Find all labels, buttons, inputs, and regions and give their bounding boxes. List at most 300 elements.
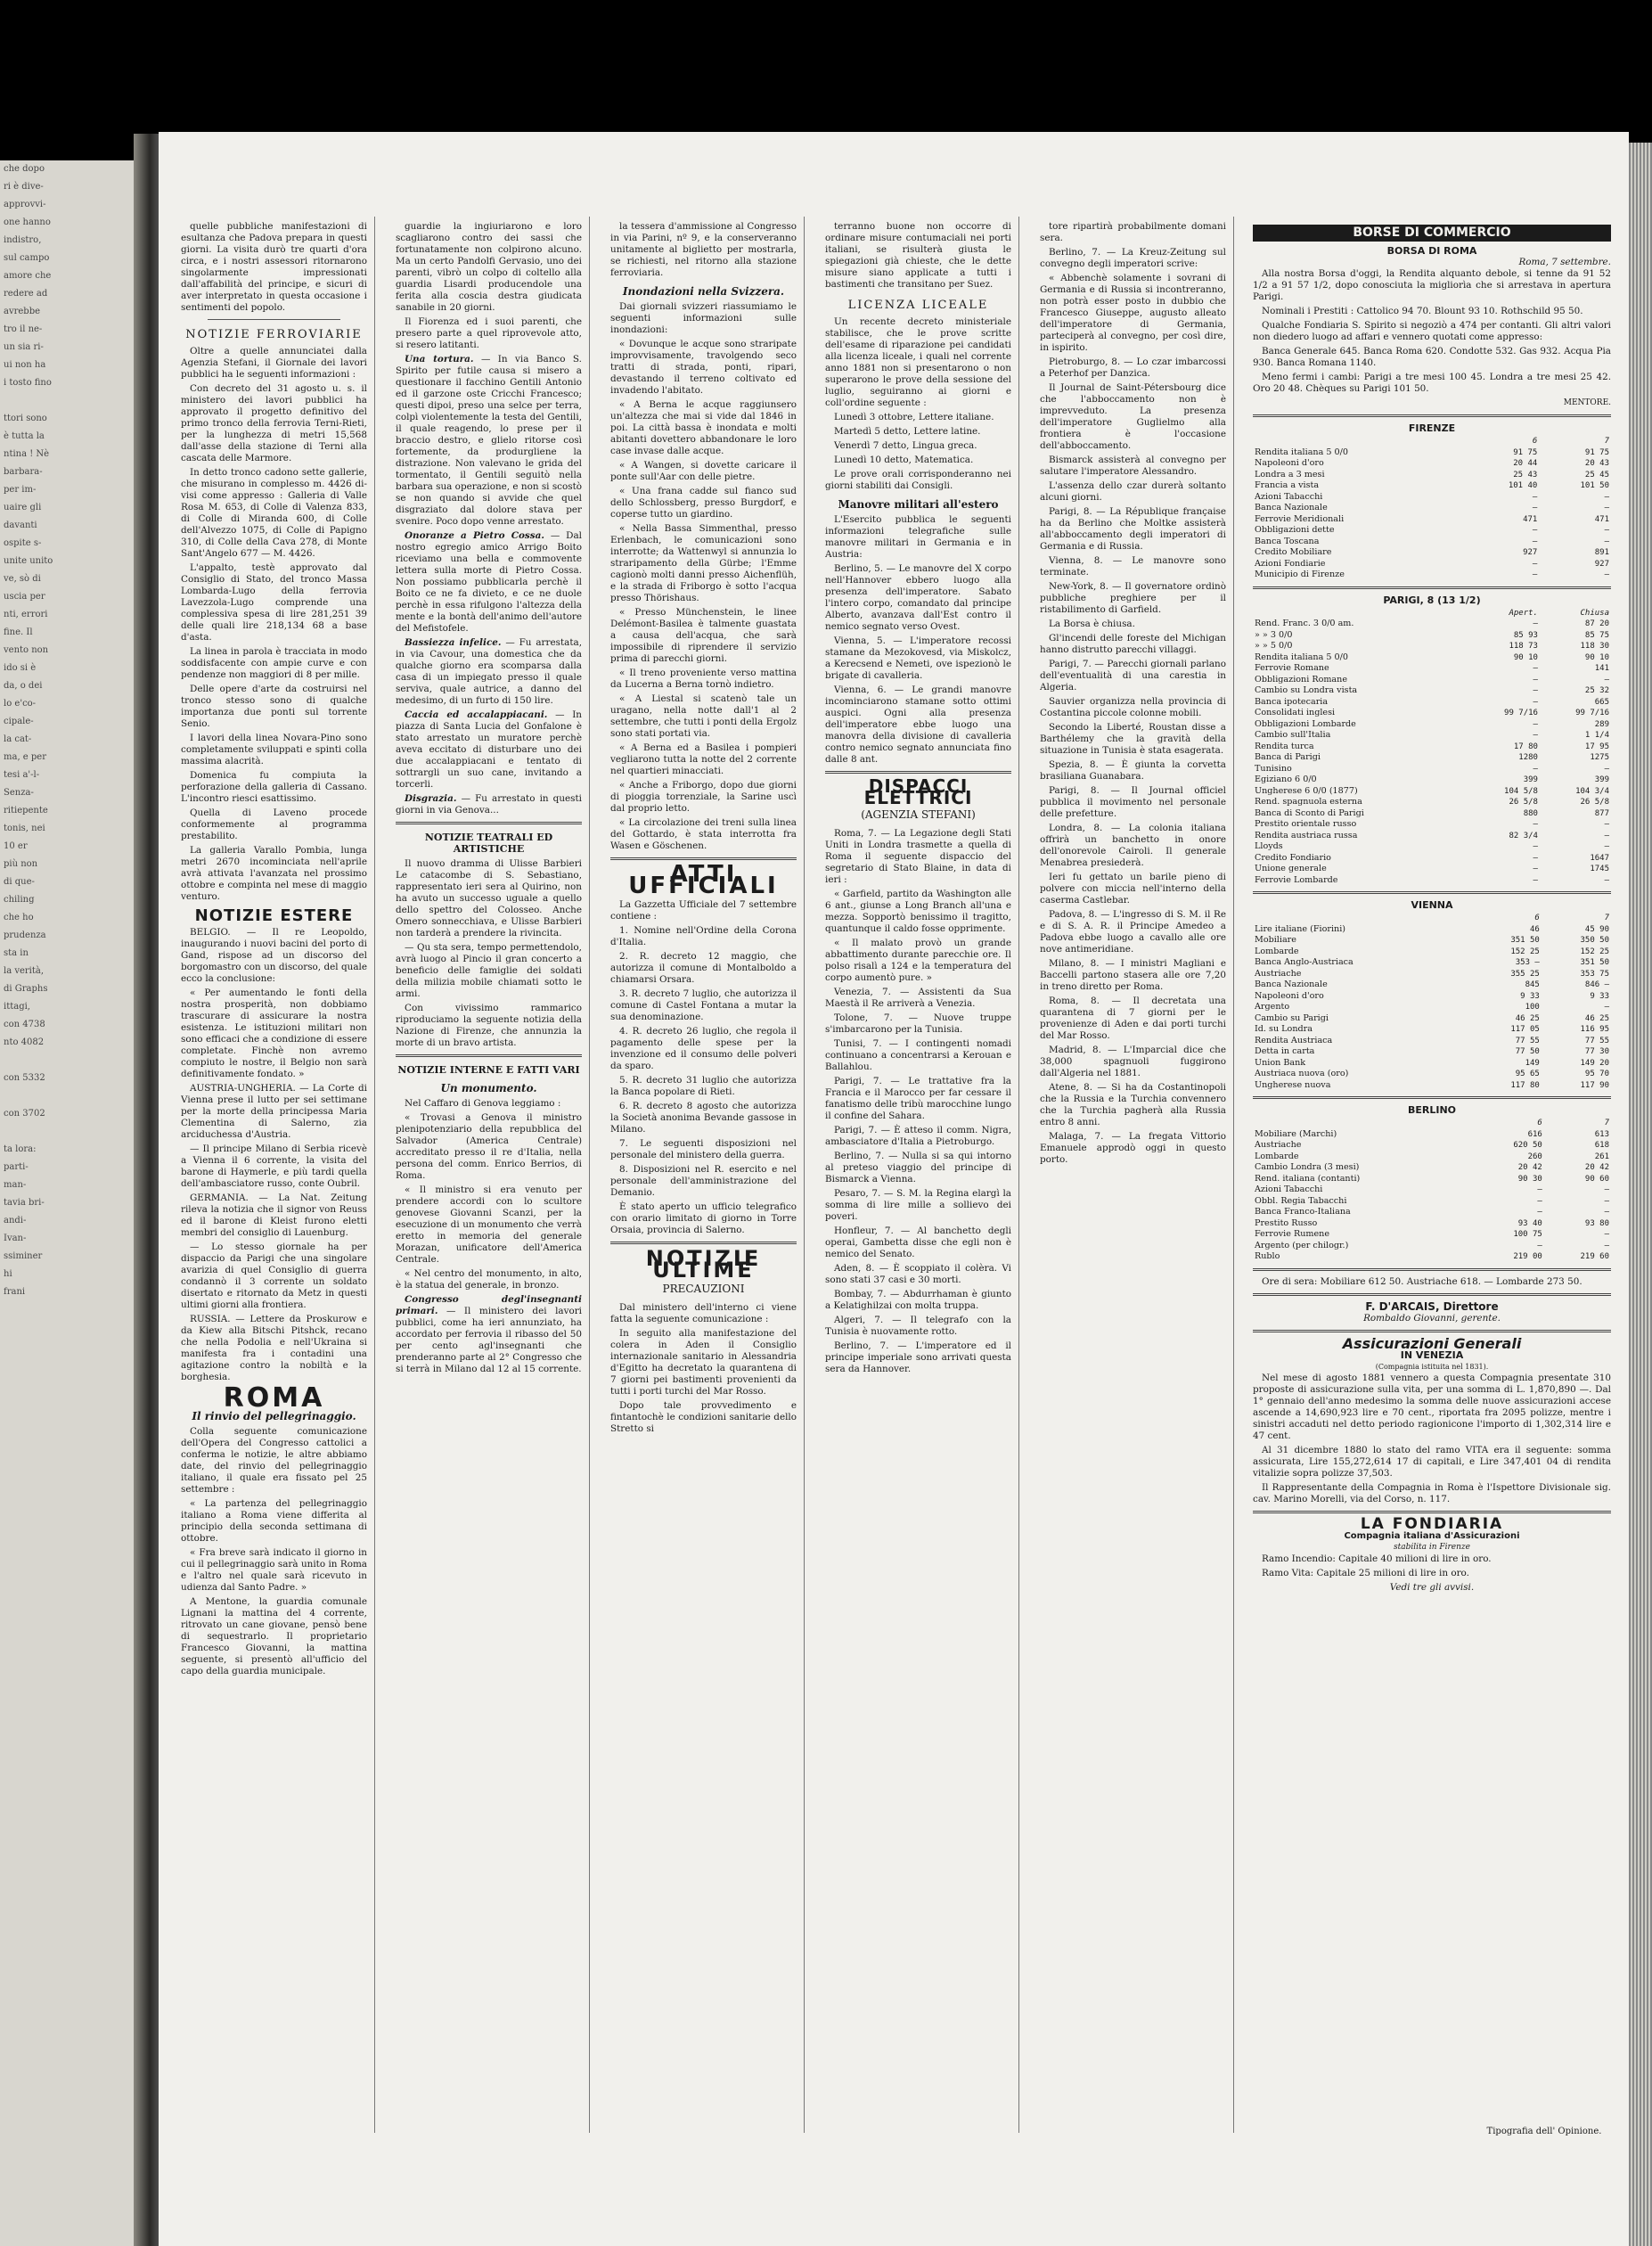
security-name: Cambio su Londra vista [1255, 685, 1358, 695]
security-name: Obbligazioni Lombarde [1255, 718, 1356, 729]
article-title: Bassiezza infelice. [405, 637, 502, 648]
paragraph: « Una frana cadde sul fianco sud dello Schlossberg, presso Burgdorf, e coperse tutto un giardino. [610, 486, 797, 520]
quote-value: 399 [1594, 775, 1609, 784]
report-text: Banca Generale 645. Banca Roma 620. Condotte 532. Gas 932. Acqua Pia 930. Banca Romana 1140. [1253, 346, 1611, 368]
roma-body [181, 1426, 367, 1677]
paragraph: Madrid, 8. — L'Imparcial dice che 38,000 spagnuoli fuggirono dall'Algeria nel 1881. [1040, 1045, 1226, 1078]
quote-value: 25 32 [1584, 686, 1609, 695]
previous-page-line: un sia ri- [4, 342, 44, 352]
divider [1253, 414, 1611, 417]
paragraph: BELGIO. — Il re Leopoldo, inaugurando i nuovi bacini del porto di Gand, rispose ad un discorso del borgomastro con un discorso, del quale ecco la conclusione: [181, 927, 367, 984]
paragraph: guardie la ingiuriarono e loro scagliarono contro dei sassi che fortunatamente non colpirono alcuno. Ma un certo Pandolfi Gervasio, uno dei parenti, vibrò un colpo di coltello alla guardia Lisardi producendole una ferita alla coscia destra giudicata sanabile in 20 giorni. [396, 221, 582, 313]
quote-value: 20 44 [1513, 459, 1538, 468]
quote-value: — [1604, 764, 1609, 774]
paragraph: Il Journal de Saint-Pétersbourg dice che l'abboccamento non è imprevveduto. La presenza dell'imperatore Guglielmo alla frontiera è l'occasione dell'abboccamento. [1040, 382, 1226, 451]
paragraph: « La partenza del pellegrinaggio italiano a Roma viene differita al principio della seconda settimana di ottobre. [181, 1498, 367, 1544]
previous-page-line: che ho [4, 913, 34, 922]
quote-value: 618 [1594, 1141, 1609, 1150]
security-name: Obbl. Regia Tabacchi [1255, 1195, 1347, 1206]
security-name: » » 3 0/0 [1255, 629, 1293, 640]
security-name: Lombarde [1255, 946, 1299, 956]
previous-page-line: per im- [4, 485, 37, 495]
table-row [1253, 1024, 1611, 1036]
security-name: Credito Fondiario [1255, 852, 1331, 863]
previous-page-line: andi- [4, 1216, 27, 1225]
table-row [1253, 458, 1611, 470]
previous-page-line: one hanno [4, 217, 51, 227]
ad-title: LA FONDIARIA [1360, 1514, 1504, 1533]
paragraph: 4. R. decreto 26 luglio, che regola il pagamento delle spese per la invenzione ed il consumo delle polveri da sparo. [610, 1026, 797, 1071]
security-name: Ferrovie Romane [1255, 663, 1329, 673]
previous-page-line: i tosto fino [4, 378, 52, 388]
paragraph: terranno buone non occorre di ordinare misure contumaciali nei porti italiani, se risulterà giusta le spiegazioni già chieste, che le dette misure siano applicate a tutti i bastimenti che transitano per Suez. [825, 221, 1011, 290]
security-name: Argento [1255, 1002, 1290, 1012]
quote-value: — [1604, 1196, 1609, 1206]
security-name: Ungherese 6 0/0 (1877) [1255, 785, 1358, 796]
table-row [1253, 708, 1611, 719]
table-row [1253, 1058, 1611, 1070]
quote-value: 101 40 [1508, 481, 1538, 490]
paragraph: La galleria Varallo Pombia, lunga metri 2670 incominciata nell'aprile avrà attivata l'avanzata nel prossimo ottobre e compinta nel mese di maggio venturo. [181, 845, 367, 902]
quote-value: 82 3/4 [1509, 831, 1538, 840]
ad-subtitle: stabilita in Firenze [1394, 1542, 1470, 1552]
previous-page-line: con 4738 [4, 1020, 45, 1029]
previous-page-line: cipale- [4, 717, 34, 726]
previous-page-line: la verità, [4, 966, 45, 976]
quote-value: — [1533, 675, 1538, 684]
table-row [1253, 980, 1611, 991]
previous-page-line: man- [4, 1180, 27, 1190]
table-row [1253, 991, 1611, 1003]
quote-value: — [1533, 853, 1538, 863]
security-name: Banca Toscana [1255, 536, 1320, 546]
security-name: Azioni Tabacchi [1255, 1184, 1323, 1194]
security-name: Cambio Londra (3 mesi) [1255, 1162, 1360, 1172]
previous-page-line: redere ad [4, 289, 48, 299]
quote-value: 880 [1523, 808, 1538, 818]
quote-value: — [1533, 719, 1538, 729]
column-rule [589, 217, 590, 2133]
paragraph: « Dovunque le acque sono straripate improvvisamente, travolgendo seco tratti di strada, ponti, ripari, devastando il terreno coltivato ed invadendo l'abitato. [610, 339, 797, 396]
quote-value: — [1533, 731, 1538, 740]
report-text: Qualche Fondiaria S. Spirito si negoziò a 474 per contanti. Gli altri valori non diedero luogo ad affari e vennero quotati come appresso: [1253, 320, 1611, 342]
quote-value: 90 10 [1513, 652, 1538, 662]
table-row [1253, 808, 1611, 820]
paragraph: In seguito alla manifestazione del colera in Aden il Consiglio internazionale sanitario in Alessandria d'Egitto ha decretato la quarantena di 7 giorni pei bastimenti provenienti da tutti i porti turchi del Mar Rosso. [610, 1328, 797, 1397]
security-name: Lire italiane (Fiorini) [1255, 923, 1346, 934]
article-title: Onoranze a Pietro Cossa. [405, 530, 544, 541]
paragraph: Sauvier organizza nella provincia di Costantina piccole colonne mobili. [1040, 696, 1226, 718]
paragraph: Londra, 8. — La colonia italiana offrirà un banchetto in onore dell'onorevole Cairoli. Il generale Menabrea presiederà. [1040, 823, 1226, 868]
paragraph: Ramo Vita: Capitale 25 milioni di lire in oro. [1262, 1567, 1469, 1578]
security-name: Rendita austriaca russa [1255, 830, 1358, 840]
quote-value: 95 70 [1584, 1070, 1609, 1078]
previous-page-line: sul campo [4, 253, 50, 263]
section-heading-atti: ATTI UFFICIALI [628, 861, 779, 899]
security-name: Lombarde [1255, 1151, 1299, 1161]
quote-value: 141 [1594, 664, 1609, 673]
market-table [1253, 608, 1611, 887]
previous-page-line: è tutta la [4, 431, 45, 441]
security-name: Banca ipotecaria [1255, 696, 1329, 707]
paragraph: Parigi, 7. — Parecchi giornali parlano dell'eventualità di una carestia in Algeria. [1040, 659, 1226, 693]
paragraph: « A Liestal si scatenò tale un uragano, nella notte dall'1 al 2 settembre, che tutti i ponti della Ergolz sono stati portati via. [610, 693, 797, 739]
paragraph: « Trovasi a Genova il ministro plenipotenziario della repubblica del Salvador (America Centrale) accreditato presso il re d'Italia, nella persona del comm. Enrico Berrios, di Roma. [396, 1112, 582, 1181]
table-header [1253, 436, 1611, 447]
divider [610, 1242, 797, 1244]
market-table [1253, 436, 1611, 581]
quote-value: — [1532, 526, 1538, 535]
divider [1253, 1330, 1611, 1332]
table-row [1253, 935, 1611, 947]
suez-body [825, 221, 1011, 291]
quote-value: 353 75 [1580, 969, 1609, 979]
security-name: Francia a vista [1255, 480, 1320, 490]
previous-page-fragment [0, 160, 134, 2246]
table-row [1253, 1251, 1611, 1263]
column-header: Apert. [1509, 608, 1538, 618]
security-name: Rend. italiana (contanti) [1255, 1173, 1361, 1184]
paragraph: Aden, 8. — È scoppiato il colèra. Vi sono stati 37 casi e 30 morti. [825, 1263, 1011, 1285]
table-row [1253, 1002, 1611, 1013]
security-name: Prestito orientale russo [1255, 819, 1357, 829]
section-heading-roma: ROMA [223, 1382, 325, 1414]
manovre-body [825, 514, 1011, 766]
table-row [1253, 492, 1611, 504]
quote-value: — [1604, 526, 1609, 535]
quote-value: 100 [1525, 1003, 1540, 1012]
quote-value: 87 20 [1584, 619, 1609, 628]
table-row [1253, 831, 1611, 842]
quote-value: 1280 [1518, 753, 1538, 762]
column-header: Chiusa [1580, 608, 1609, 618]
paragraph: tore ripartirà probabilmente domani sera. [1040, 221, 1226, 243]
table-row [1253, 1162, 1611, 1174]
previous-page-line: ttori sono [4, 414, 47, 423]
quote-value: 927 [1594, 559, 1609, 569]
column-header: 6 [1534, 914, 1540, 922]
quote-value: — [1537, 1241, 1542, 1250]
table-row [1253, 1152, 1611, 1163]
quote-value: — [1533, 686, 1538, 695]
quote-value: — [1604, 1230, 1609, 1239]
paragraph: AUSTRIA-UNGHERIA. — La Corte di Vienna prese il lutto per sei settimane per la morte della principessa Maria Clementina di Salerno, zia arciduchessa d'Austria. [181, 1083, 367, 1140]
quote-value: 93 40 [1517, 1218, 1542, 1228]
paragraph: « Nel centro del monumento, in alto, è la statua del generale, in bronzo. [396, 1268, 582, 1291]
telegrammi-body [1040, 221, 1226, 1166]
paragraph: « Nella Bassa Simmenthal, presso Erlenbach, le comunicazioni sono interrotte; da Wattenwyl si annunzia lo straripamento della Gürbe; l'Emme cagionò molti danni presso Aichenflüh, e la strada di Friborgo è sotto l'acqua presso Thörishaus. [610, 523, 797, 603]
security-name: Argento (per chilogr.) [1255, 1240, 1349, 1250]
quote-value: 118 73 [1509, 642, 1538, 651]
paragraph: — Qu sta sera, tempo permettendolo, avrà luogo al Pincio il gran concerto a beneficio delle famiglie dei soldati della milizia mobile chiamati sotto le armi. [396, 942, 582, 999]
table-row [1253, 819, 1611, 831]
security-name: Banca di Sconto di Parigi [1255, 807, 1364, 818]
paragraph: Berlino, 7. — La Kreuz-Zeitung sul convegno degli imperatori scrive: [1040, 247, 1226, 269]
paragraph: È stato aperto un ufficio telegrafico con orario limitato di giorno in Torre Orsaia, provincia di Salerno. [610, 1201, 797, 1235]
paragraph: Parigi, 8. — Il Journal officiel pubblica il movimento nel personale delle prefetture. [1040, 785, 1226, 819]
paragraph: « Anche a Friborgo, dopo due giorni di pioggia torrenziale, la Sarine uscì dal proprio letto. [610, 780, 797, 814]
paragraph: La linea in parola è tracciata in modo soddisfacente con ampie curve e con pendenze non maggiori di 8 per mille. [181, 646, 367, 680]
table-row [1253, 697, 1611, 709]
security-name: Rendita italiana 5 0/0 [1255, 447, 1348, 457]
table-row [1253, 719, 1611, 731]
column-header: 7 [1604, 437, 1609, 446]
table-row [1253, 663, 1611, 675]
security-name: Detta in carta [1255, 1046, 1315, 1056]
security-name: Rend. Franc. 3 0/0 am. [1255, 619, 1354, 628]
quote-value: — [1533, 820, 1538, 829]
newspaper-page [159, 132, 1629, 2246]
quote-value: 85 93 [1513, 630, 1538, 640]
quote-value: 117 90 [1580, 1080, 1609, 1090]
paragraph: Honfleur, 7. — Al banchetto degli operai, Gambetta disse che egli non è nemico del Senato. [825, 1225, 1011, 1259]
table-row [1253, 1174, 1611, 1185]
security-name: Austriache [1255, 1140, 1302, 1150]
market-parigi [1253, 594, 1611, 895]
section-heading-licenza: LICENZA LICEALE [847, 299, 989, 312]
divider [1253, 1268, 1611, 1271]
evening-quotes: Ore di sera: Mobiliare 612 50. Austriache 618. — Lombarde 273 50. [1262, 1275, 1582, 1287]
divider [1253, 1096, 1611, 1099]
quote-value: 350 50 [1580, 936, 1609, 945]
paragraph: Dai giornali svizzeri riassumiamo le seguenti informazioni sulle inondazioni: [610, 301, 797, 335]
quote-value: 26 5/8 [1509, 798, 1538, 807]
ultime-body [610, 1302, 797, 1435]
previous-page-line: avrebbe [4, 307, 41, 316]
paragraph: Milano, 8. — I ministri Magliani e Baccelli partono stasera alle ore 7,20 in treno diretto per Roma. [1040, 958, 1226, 992]
security-name: Ungherese nuova [1255, 1079, 1331, 1090]
paragraph: Algeri, 7. — Il telegrafo con la Tunisia è nuovamente rotto. [825, 1315, 1011, 1337]
column-rule [1233, 217, 1234, 2133]
table-row [1253, 470, 1611, 481]
previous-page-line: ntina ! Nè [4, 449, 50, 459]
paragraph: Pietroburgo, 8. — Lo czar imbarcossi a Peterhof per Danzica. [1040, 357, 1226, 379]
quote-value: 91 75 [1513, 447, 1538, 457]
quote-value: 90 10 [1584, 652, 1609, 662]
security-name: Union Bank [1255, 1057, 1306, 1068]
table-row [1253, 1013, 1611, 1025]
quote-value: 846 — [1584, 980, 1609, 989]
previous-page-line: prudenza [4, 930, 46, 940]
paragraph: Martedì 5 detto, Lettere latine. [834, 426, 981, 437]
paragraph: — Il principe Milano di Serbia ricevè a Vienna il 6 corrente, la visita del barone di Haymerle, e più tardi quella dell'ambasciatore russo, conte Oubril. [181, 1143, 367, 1189]
section-heading-varie: NOTIZIE INTERNE E FATTI VARI [397, 1064, 580, 1076]
previous-page-line: la cat- [4, 734, 32, 744]
quote-value: 845 [1525, 980, 1540, 989]
previous-page-text [0, 160, 134, 1301]
ad-subtitle: (Compagnia istituita nel 1831). [1375, 1362, 1489, 1371]
market-title: FIRENZE [1408, 422, 1456, 434]
section-heading-manovre: Manovre militari all'estero [838, 498, 999, 511]
market-berlino [1253, 1104, 1611, 1271]
estere-body [181, 927, 367, 1383]
previous-page-line: con 3702 [4, 1109, 45, 1119]
table-row [1253, 1046, 1611, 1058]
quote-value: — [1604, 1185, 1609, 1194]
quote-value: — [1604, 875, 1609, 885]
column-rule [804, 217, 805, 2133]
paragraph: Berlino, 5. — Le manovre del X corpo nell'Hannover ebbero luogo alla presenza dell'imperatore. Sabato l'intero corpo, comandato dal principe Alberto, avanzava dall'Est contro il nemico segnato verso Ovest. [825, 563, 1011, 632]
previous-page-line: ritiepente [4, 806, 48, 816]
security-name: Ferrovie Meridionali [1255, 513, 1345, 524]
paragraph: « Per aumentando le fonti della nostra prosperità, non dobbiamo trascurare di assicurare la nostra esistenza. Le istituzioni militari non sono efficaci che a condizione di essere completate. Finchè non avremo compiuto le nostre, il Belgio non sarà definitivamente fondato. » [181, 988, 367, 1079]
security-name: Londra a 3 mesi [1255, 469, 1325, 480]
previous-page-line: barbara- [4, 467, 43, 477]
atti-body [610, 899, 797, 1236]
quote-value: — [1532, 537, 1538, 546]
quote-value: 25 45 [1584, 470, 1609, 480]
quote-value: — [1533, 865, 1538, 873]
table-row [1253, 1218, 1611, 1230]
table-row [1253, 947, 1611, 958]
paragraph: Le prove orali corrisponderanno nei giorni stabiliti dai Consigli. [825, 469, 1011, 491]
paragraph: Il Fiorenza ed i suoi parenti, che presero parte a quel riprovevole atto, si resero latitanti. [396, 316, 582, 350]
table-row [1253, 875, 1611, 887]
paragraph: Lunedì 10 detto, Matematica. [834, 455, 974, 465]
quote-value: — [1604, 842, 1609, 851]
book-gutter [134, 134, 160, 2246]
column-rule [374, 217, 375, 2133]
table-row [1253, 525, 1611, 537]
previous-page-line: chiling [4, 895, 35, 905]
quote-value: 877 [1594, 808, 1609, 818]
article-text: In via Banco S. Spirito per futile causa si misero a questionare il facchino Gentili Antonio ed il garzone oste Cricchi Francesco; questi dipoi, preso una selce per terra, colpì violentemente la testa del Gentili, il quale reagendo, lo prese per il braccio destro, e glielo ritorse così fortemente, da produrgliene la distrazione. Non valevano le grida del tormentato, il Gentili seguitò nella barbara sua operazione, e non si scostò se non quando si avvide che quel disgraziato dal dolore stava per svenire. Poco dopo venne arrestato. [396, 354, 582, 527]
security-name: Ferrovie Lombarde [1255, 874, 1338, 885]
table-row [1253, 641, 1611, 652]
paragraph: « Presso Münchenstein, le linee Delémont-Basilea è talmente guastata a causa dell'acqua, che sarà impossibile di riprendere il servizio prima di parecchi giorni. [610, 607, 797, 664]
quote-value: 351 50 [1510, 936, 1540, 945]
table-header [1253, 913, 1611, 924]
paragraph: Al 31 dicembre 1880 lo stato del ramo VITA era il seguente: somma assicurata, Lire 155,272,614 17 di capitali, e Lire 347,401 04 di rendita vitalizie sopra polizze 37,503. [1253, 1444, 1611, 1479]
varie-body [396, 1098, 582, 1291]
section-heading-dispacci: DISPACCI ELETTRICI [863, 775, 973, 808]
security-name: Obbligazioni Romane [1255, 674, 1348, 684]
security-name: Mobiliare (Marchi) [1255, 1128, 1337, 1139]
table-row [1253, 797, 1611, 808]
paragraph: Colla seguente comunicazione dell'Opera del Congresso cattolici a conferma le notizie, le altre abbiamo date, del rinvio del pellegrinaggio italiano, il quale era fissato pel 25 settembre : [181, 1426, 367, 1495]
paragraph: 2. R. decreto 12 maggio, che autorizza il comune di Montalboldo a chiamarsi Orsara. [610, 951, 797, 985]
article-title: Congresso degl'insegnanti primari. [396, 1294, 582, 1316]
table-row [1253, 853, 1611, 865]
previous-page-line: hi [4, 1269, 12, 1279]
table-header [1253, 1118, 1611, 1129]
quote-value: 77 50 [1515, 1047, 1540, 1056]
column-rule [1018, 217, 1019, 2133]
article-text: Fu arrestato in questi giorni in via Genova... [396, 793, 582, 816]
quote-value: 77 55 [1584, 1036, 1609, 1045]
quote-value: 616 [1527, 1129, 1542, 1139]
market-table [1253, 913, 1611, 1091]
quote-value: — [1537, 1185, 1542, 1194]
previous-page-line: tesi a'-l- [4, 770, 40, 780]
column-header: 6 [1537, 1119, 1542, 1127]
table-row [1253, 1196, 1611, 1208]
previous-page-line: vento non [4, 645, 49, 655]
quote-value: 90 60 [1584, 1174, 1609, 1184]
security-name: Mobiliare [1255, 935, 1296, 945]
subheading: (AGENZIA STEFANI) [861, 808, 976, 821]
previous-page-line: di que- [4, 877, 35, 887]
market-firenze [1253, 422, 1611, 589]
paragraph: Quella di Laveno procede conformemente al programma prestabilito. [181, 807, 367, 841]
section-heading-teatrali: NOTIZIE TEATRALI ED ARTISTICHE [424, 832, 553, 855]
column-6-financial [1253, 221, 1611, 2124]
security-name: Austriaca nuova (oro) [1255, 1069, 1349, 1078]
table-row [1253, 619, 1611, 630]
inondazioni-body [610, 301, 797, 852]
security-name: Prestito Russo [1255, 1217, 1318, 1228]
quote-value: 152 25 [1580, 947, 1609, 956]
security-name: Napoleoni d'oro [1255, 990, 1324, 1001]
security-name: Credito Mobiliare [1255, 547, 1332, 557]
quote-value: 260 [1527, 1152, 1542, 1161]
divider [610, 857, 797, 860]
quote-value: 99 7/16 [1575, 709, 1609, 717]
paragraph: La Gazzetta Ufficiale del 7 settembre contiene : [610, 899, 797, 922]
quote-value: 101 50 [1580, 481, 1609, 490]
previous-page-line: Ivan- [4, 1234, 27, 1243]
quote-value: — [1604, 1241, 1609, 1250]
quote-value: 9 33 [1520, 991, 1540, 1001]
security-name: Rublo [1255, 1251, 1280, 1261]
quote-value: — [1532, 559, 1538, 569]
security-name: » » 5 0/0 [1255, 641, 1293, 651]
quote-value: 93 80 [1584, 1218, 1609, 1228]
article-title: Il rinvio del pellegrinaggio. [192, 1410, 356, 1422]
quote-value: — [1533, 697, 1538, 707]
quote-value: 9 33 [1590, 991, 1609, 1001]
article-title: Disgrazia. [405, 793, 457, 804]
licenza-body [825, 316, 1011, 492]
quote-value: 46 25 [1584, 1013, 1609, 1023]
quote-value: — [1532, 492, 1538, 502]
previous-page-line [0, 1052, 134, 1070]
previous-page-line [0, 392, 134, 410]
article-text: Il ministero dei lavori pubblici, come ha ieri annunziato, ha accordato per ferrovia il ribasso del 50 per cento agl'insegnanti che prenderanno parte al 2° Congresso che si terrà in Milano dal 12 al 15 corrente. [396, 1306, 582, 1374]
paragraph: Un recente decreto ministeriale stabilisce, che le prove scritte dell'esame di riparazione pei candidati alla licenza liceale, i quali nel corrente anno 1881 non si presentarono o non superarono le prove della sessione del luglio, seguiranno ai giorni e coll'ordine seguente : [825, 316, 1011, 408]
paragraph: 1. Nomine nell'Ordine della Corona d'Italia. [610, 925, 797, 947]
quote-value: — [1604, 492, 1609, 502]
paragraph: Bombay, 7. — Abdurrhaman è giunto a Kelatighilzai con molta truppa. [825, 1289, 1011, 1311]
market-table [1253, 1118, 1611, 1263]
quote-value: 46 25 [1515, 1013, 1540, 1023]
security-name: Ferrovie Rumene [1255, 1229, 1330, 1239]
quote-value: 117 05 [1510, 1025, 1540, 1034]
paragraph: Dopo tale provvedimento e fintantochè le condizioni sanitarie dello Stretto si [610, 1400, 797, 1434]
paragraph: « Il treno proveniente verso mattina da Lucerna a Berna tornò indietro. [610, 668, 797, 690]
previous-page-line: ta lora: [4, 1144, 37, 1154]
paragraph: Ieri fu gettato un barile pieno di polvere con miccia nell'interno della caserma Castlebar. [1040, 872, 1226, 906]
borse-heading: BORSE DI COMMERCIO [1253, 225, 1611, 242]
paragraph: — Lo stesso giornale ha per dispaccio da Parigi che una singolare avarizia di quel Consiglio di guerra condannò il 3 corrente un soldato disertato e ritornato da Metz in questi ultimi giorni alla frontiera. [181, 1242, 367, 1310]
paragraph: Malaga, 7. — La fregata Vittorio Emanuele approdò oggi in questo porto. [1040, 1131, 1226, 1165]
previous-page-line: di Graphs [4, 984, 48, 994]
paragraph: Il Rappresentante della Compagnia in Roma è l'Ispettore Divisionale sig. cav. Marino Morelli, via del Corso, n. 117. [1253, 1481, 1611, 1504]
quote-value: 17 80 [1513, 742, 1538, 751]
paragraph: Pesaro, 7. — S. M. la Regina elargì la somma di lire mille a sollievo dei poveri. [825, 1188, 1011, 1222]
paragraph: Roma, 8. — Il decretata una quarantena di 7 giorni per le provenienze di Aden e dai porti turchi del Mar Rosso. [1040, 996, 1226, 1041]
section-heading-ferroviarie: NOTIZIE FERROVIARIE [185, 328, 363, 341]
quote-value: 95 65 [1515, 1070, 1540, 1078]
security-name: Banca Franco-Italiana [1255, 1207, 1351, 1217]
paragraph: A Mentone, la guardia comunale Lignani la mattina del 4 corrente, ritrovato un cane giovane, pensò bene di sequestrarlo. Il proprietario Francesco Giovanni, la mattina seguente, si presentò all'ufficio del capo della guardia municipale. [181, 1596, 367, 1676]
previous-page-line: ido si è [4, 663, 37, 673]
quote-value: — [1604, 504, 1609, 512]
paragraph: 3. R. decreto 7 luglio, che autorizza il comune di Castel Fontana a mutar la sua denominazione. [610, 988, 797, 1022]
column-3 [610, 221, 797, 2124]
quote-value: 26 5/8 [1580, 798, 1609, 807]
quote-value: 149 [1525, 1058, 1540, 1068]
